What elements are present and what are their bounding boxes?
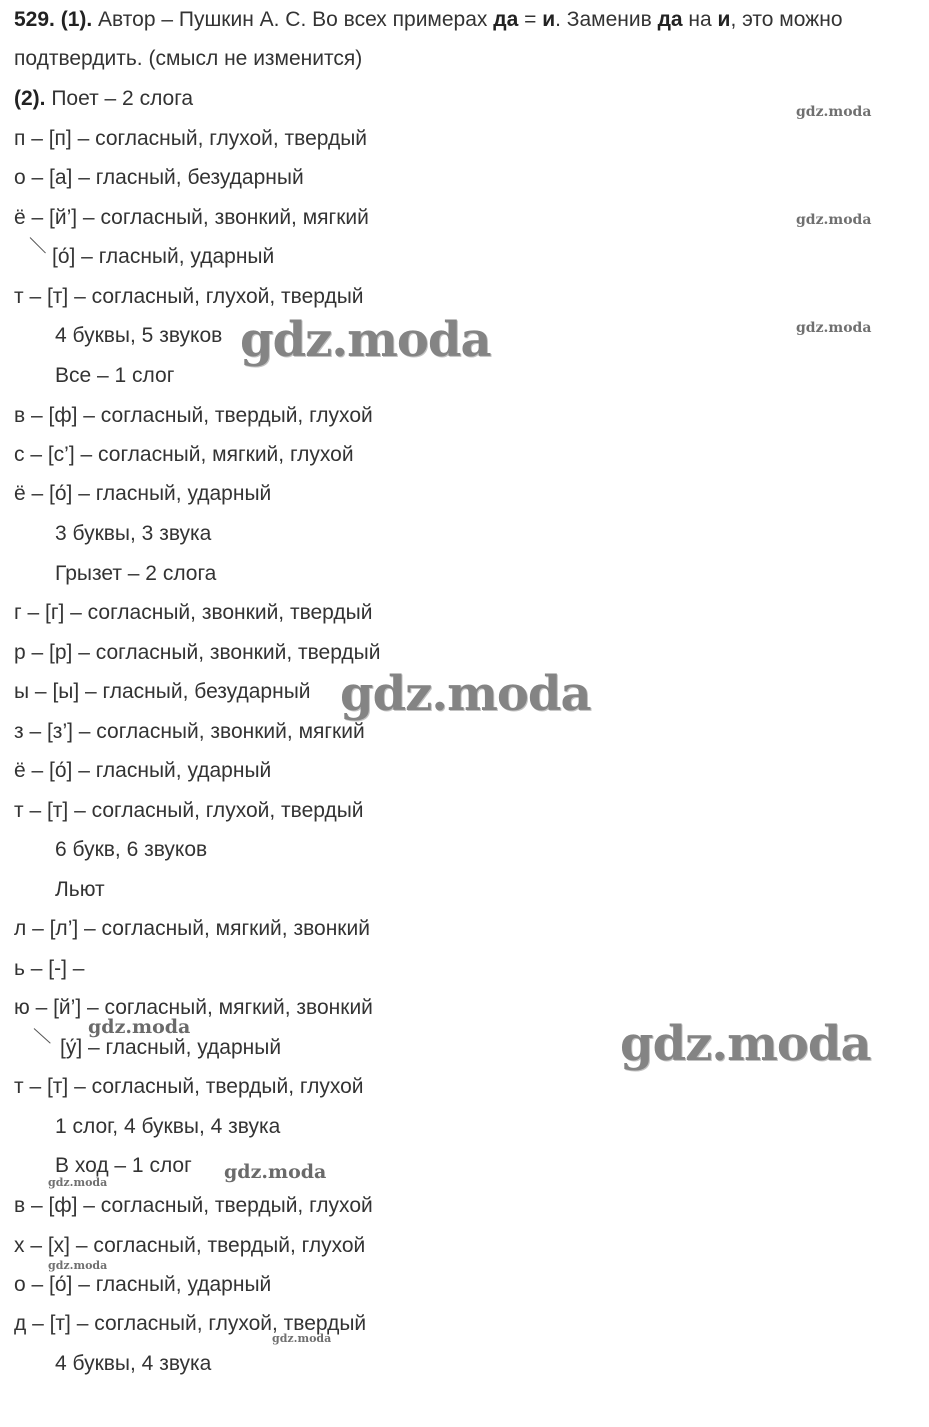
- sound-line: ё – [о́] – гласный, ударный: [14, 482, 272, 505]
- watermark-logo-large: gdz.moda: [340, 666, 591, 722]
- word-i: и: [717, 8, 731, 31]
- sound-line: т – [т] – согласный, глухой, твердый: [14, 799, 364, 822]
- equals-sign: =: [518, 8, 543, 31]
- watermark-logo: gdz.moda: [224, 1161, 327, 1183]
- word-heading: В ход – 1 слог: [55, 1154, 192, 1177]
- count-line: 1 слог, 4 буквы, 4 звука: [55, 1115, 281, 1138]
- sound-line: [у́] – гласный, ударный: [60, 1036, 282, 1059]
- intro-line-2: подтвердить. (смысл не изменится): [14, 47, 363, 70]
- word-na: на: [682, 8, 718, 31]
- sound-line: ы – [ы] – гласный, безударный: [14, 680, 311, 703]
- count-line: 4 буквы, 5 звуков: [55, 324, 223, 347]
- exercise-number: 529.: [14, 8, 55, 31]
- sound-line: з – [з’] – согласный, звонкий, мягкий: [14, 720, 365, 743]
- sound-line: в – [ф] – согласный, твердый, глухой: [14, 1194, 373, 1217]
- sound-line: с – [с’] – согласный, мягкий, глухой: [14, 443, 354, 466]
- sound-line: ё – [й’] – согласный, звонкий, мягкий: [14, 206, 369, 229]
- watermark-logo-large: gdz.moda: [620, 1016, 871, 1072]
- sound-line: [о́] – гласный, ударный: [52, 245, 275, 268]
- watermark-logo: gdz.moda: [88, 1016, 191, 1038]
- word-heading: Льют: [55, 878, 105, 901]
- word-da: да: [657, 8, 683, 31]
- sound-line: х – [х] – согласный, твердый, глухой: [14, 1234, 366, 1257]
- intro-text-c: , это можно: [730, 8, 843, 31]
- word-heading-poet: Поет – 2 слога: [45, 87, 194, 110]
- part-two-line: [14, 86, 193, 112]
- sound-line: ю – [й’] – согласный, мягкий, звонкий: [14, 996, 373, 1019]
- sound-line: г – [г] – согласный, звонкий, твердый: [14, 601, 373, 624]
- word-da: да: [493, 8, 519, 31]
- watermark-logo-large: gdz.moda: [240, 312, 491, 368]
- sound-line: о – [о́] – гласный, ударный: [14, 1273, 272, 1296]
- watermark-logo: gdz.moda: [796, 212, 872, 228]
- split-mark: [30, 237, 46, 253]
- sound-line: д – [т] – согласный, глухой, твердый: [14, 1312, 367, 1335]
- word-heading: Все – 1 слог: [55, 364, 175, 387]
- word-i: и: [542, 8, 556, 31]
- split-mark: [34, 1028, 51, 1043]
- part-one-label: (1).: [60, 8, 93, 31]
- count-line: 6 букв, 6 звуков: [55, 838, 208, 861]
- watermark-logo: gdz.moda: [48, 1259, 108, 1272]
- watermark-logo: gdz.moda: [796, 320, 872, 336]
- sound-line: л – [л’] – согласный, мягкий, звонкий: [14, 917, 370, 940]
- sound-line: т – [т] – согласный, твердый, глухой: [14, 1075, 364, 1098]
- sound-line: п – [п] – согласный, глухой, твердый: [14, 127, 368, 150]
- sound-line: в – [ф] – согласный, твердый, глухой: [14, 404, 373, 427]
- watermark-logo: gdz.moda: [48, 1176, 108, 1189]
- count-line: 4 буквы, 4 звука: [55, 1352, 212, 1375]
- word-heading: Грызет – 2 слога: [55, 562, 217, 585]
- intro-text-a: Автор – Пушкин А. С. Во всех примерах: [92, 8, 494, 31]
- sound-line: т – [т] – согласный, глухой, твердый: [14, 285, 364, 308]
- watermark-logo: gdz.moda: [796, 104, 872, 120]
- exercise-header-line: [14, 7, 843, 33]
- part-two-label: (2).: [14, 87, 46, 110]
- count-line: 3 буквы, 3 звука: [55, 522, 212, 545]
- intro-text-b: . Заменив: [555, 8, 658, 31]
- watermark-logo: gdz.moda: [272, 1332, 332, 1345]
- sound-line: ь – [-] –: [14, 957, 85, 980]
- sound-line: ё – [о́] – гласный, ударный: [14, 759, 272, 782]
- sound-line: р – [р] – согласный, звонкий, твердый: [14, 641, 381, 664]
- sound-line: о – [а] – гласный, безударный: [14, 166, 304, 189]
